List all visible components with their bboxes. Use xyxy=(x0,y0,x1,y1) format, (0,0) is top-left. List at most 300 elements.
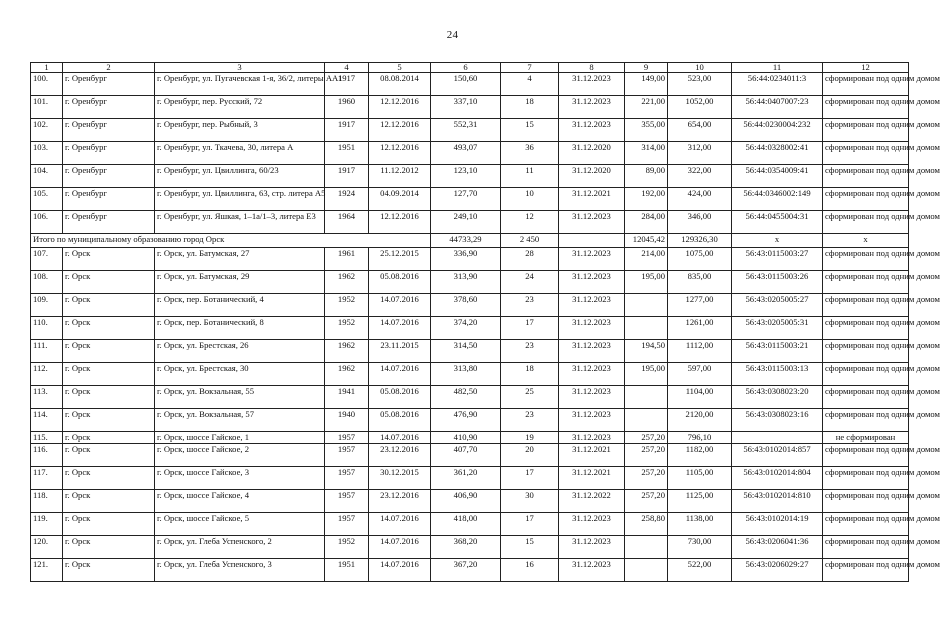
cell-planned-date: 31.12.2023 xyxy=(559,119,625,142)
cell-address: г. Орск, ул. Батумская, 29 xyxy=(155,271,325,294)
cell-row-number: 104. xyxy=(31,165,63,188)
cell-address: г. Орск, шоссе Гайское, 5 xyxy=(155,512,325,535)
cell-year-built: 1952 xyxy=(325,535,369,558)
cell-area: 482,50 xyxy=(431,386,501,409)
cell-address: г. Оренбург, пер. Рыбный, 3 xyxy=(155,119,325,142)
cell-address: г. Орск, ул. Вокзальная, 57 xyxy=(155,409,325,432)
cell-land-area: 1104,00 xyxy=(668,386,732,409)
cell-area: 367,20 xyxy=(431,558,501,581)
cell-cadastral-number: 56:43:0102014:857 xyxy=(732,443,823,466)
table-row xyxy=(31,466,909,489)
cell-row-number: 116. xyxy=(31,443,63,466)
cell-area: 249,10 xyxy=(431,211,501,234)
cell-row-number: 111. xyxy=(31,340,63,363)
cell-year-built: 1957 xyxy=(325,489,369,512)
cell-area: 374,20 xyxy=(431,317,501,340)
cell-land-area: 597,00 xyxy=(668,363,732,386)
cell-cadastral-number: 56:44:0234011:3 xyxy=(732,73,823,96)
cell-area: 314,50 xyxy=(431,340,501,363)
table-body xyxy=(31,73,940,582)
cell-land-status: сформирован под одним домом xyxy=(823,211,909,234)
table-row xyxy=(31,248,909,271)
cell-residents: 24 xyxy=(501,271,559,294)
cell-area-resettled: 284,00 xyxy=(625,211,668,234)
cell-planned-date: 31.12.2023 xyxy=(559,363,625,386)
cell-land-status: сформирован под одним домом xyxy=(823,512,909,535)
cell-area-resettled: 214,00 xyxy=(625,248,668,271)
cell-date-recognized: 14.07.2016 xyxy=(369,535,431,558)
cell-area-resettled: 258,80 xyxy=(625,512,668,535)
cell-land-area: 522,00 xyxy=(668,558,732,581)
cell-planned-date: 31.12.2023 xyxy=(559,535,625,558)
cell-cadastral-number: 56:43:0308023:20 xyxy=(732,386,823,409)
cell-cadastral-number: 56:43:0206029:27 xyxy=(732,558,823,581)
cell-area: 127,70 xyxy=(431,188,501,211)
table-row xyxy=(31,271,909,294)
cell-municipality: г. Оренбург xyxy=(63,73,155,96)
table-row xyxy=(31,294,909,317)
cell-municipality: г. Орск xyxy=(63,386,155,409)
cell-land-area: 1138,00 xyxy=(668,512,732,535)
cell-area: 336,90 xyxy=(431,248,501,271)
cell-date-recognized: 23.11.2015 xyxy=(369,340,431,363)
table-header xyxy=(31,63,909,73)
cell-area: 313,80 xyxy=(431,363,501,386)
cell-date-recognized: 14.07.2016 xyxy=(369,432,431,444)
cell-land-status: сформирован под одним домом xyxy=(823,466,909,489)
cell-residents: 18 xyxy=(501,363,559,386)
cell-municipality: г. Орск xyxy=(63,443,155,466)
table-row xyxy=(31,443,909,466)
table-row xyxy=(31,73,909,96)
cell-residents: 17 xyxy=(501,466,559,489)
table-row xyxy=(31,386,909,409)
cell-area: 337,10 xyxy=(431,96,501,119)
cell-municipality: г. Орск xyxy=(63,558,155,581)
cell-address: г. Орск, ул. Вокзальная, 55 xyxy=(155,386,325,409)
cell-address: г. Орск, пер. Ботанический, 4 xyxy=(155,294,325,317)
cell-row-number: 108. xyxy=(31,271,63,294)
table-row xyxy=(31,340,909,363)
subtotal-residents: 2 450 xyxy=(501,234,559,248)
cell-area-resettled: 314,00 xyxy=(625,142,668,165)
cell-planned-date: 31.12.2020 xyxy=(559,142,625,165)
column-number-row xyxy=(31,63,909,73)
cell-address: г. Оренбург, пер. Русский, 72 xyxy=(155,96,325,119)
cell-residents: 23 xyxy=(501,294,559,317)
cell-planned-date: 31.12.2023 xyxy=(559,432,625,444)
cell-land-area: 424,00 xyxy=(668,188,732,211)
column-header-address: 3 xyxy=(155,63,325,73)
cell-land-area: 1182,00 xyxy=(668,443,732,466)
cell-land-status: сформирован под одним домом xyxy=(823,119,909,142)
cell-year-built: 1962 xyxy=(325,363,369,386)
cell-land-status: сформирован под одним домом xyxy=(823,558,909,581)
cell-area-resettled xyxy=(625,386,668,409)
cell-land-status: сформирован под одним домом xyxy=(823,363,909,386)
cell-municipality: г. Орск xyxy=(63,432,155,444)
cell-planned-date: 31.12.2023 xyxy=(559,96,625,119)
cell-land-area: 312,00 xyxy=(668,142,732,165)
cell-planned-date: 31.12.2023 xyxy=(559,340,625,363)
table-row xyxy=(31,211,909,234)
cell-land-area: 1112,00 xyxy=(668,340,732,363)
cell-land-area: 1277,00 xyxy=(668,294,732,317)
cell-address: г. Орск, ул. Глеба Успенского, 2 xyxy=(155,535,325,558)
cell-year-built: 1960 xyxy=(325,96,369,119)
cell-date-recognized: 12.12.2016 xyxy=(369,119,431,142)
cell-area: 493,07 xyxy=(431,142,501,165)
housing-registry-table xyxy=(30,62,940,582)
cell-land-status: сформирован под одним домом xyxy=(823,340,909,363)
cell-address: г. Оренбург, ул. Яшкая, 1–1а/1–3, литера Е3 xyxy=(155,211,325,234)
cell-municipality: г. Орск xyxy=(63,512,155,535)
cell-municipality: г. Орск xyxy=(63,489,155,512)
cell-residents: 18 xyxy=(501,96,559,119)
cell-area-resettled: 89,00 xyxy=(625,165,668,188)
cell-residents: 20 xyxy=(501,443,559,466)
cell-row-number: 110. xyxy=(31,317,63,340)
cell-planned-date: 31.12.2023 xyxy=(559,558,625,581)
cell-year-built: 1941 xyxy=(325,386,369,409)
column-header-planned-date: 8 xyxy=(559,63,625,73)
cell-year-built: 1951 xyxy=(325,558,369,581)
cell-area: 150,60 xyxy=(431,73,501,96)
cell-cadastral-number: 56:43:0102014:19 xyxy=(732,512,823,535)
cell-municipality: г. Орск xyxy=(63,409,155,432)
cell-planned-date: 31.12.2023 xyxy=(559,409,625,432)
cell-land-area: 2120,00 xyxy=(668,409,732,432)
cell-municipality: г. Оренбург xyxy=(63,165,155,188)
cell-cadastral-number: 56:43:0205005:31 xyxy=(732,317,823,340)
cell-address: г. Орск, ул. Брестская, 26 xyxy=(155,340,325,363)
cell-planned-date: 31.12.2023 xyxy=(559,386,625,409)
cell-date-recognized: 14.07.2016 xyxy=(369,512,431,535)
cell-address: г. Орск, ул. Брестская, 30 xyxy=(155,363,325,386)
cell-area-resettled xyxy=(625,535,668,558)
table-row xyxy=(31,363,909,386)
subtotal-label: Итого по муниципальному образованию город Орск xyxy=(31,234,431,248)
cell-address: г. Оренбург, ул. Цвиллинга, 60/23 xyxy=(155,165,325,188)
cell-land-status: сформирован под одним домом xyxy=(823,294,909,317)
cell-area-resettled: 355,00 xyxy=(625,119,668,142)
cell-year-built: 1924 xyxy=(325,188,369,211)
cell-date-recognized: 25.12.2015 xyxy=(369,248,431,271)
cell-date-recognized: 23.12.2016 xyxy=(369,443,431,466)
cell-date-recognized: 05.08.2016 xyxy=(369,409,431,432)
cell-date-recognized: 11.12.2012 xyxy=(369,165,431,188)
cell-area: 476,90 xyxy=(431,409,501,432)
cell-land-status: сформирован под одним домом xyxy=(823,386,909,409)
cell-residents: 30 xyxy=(501,489,559,512)
cell-date-recognized: 12.12.2016 xyxy=(369,96,431,119)
cell-land-status: сформирован под одним домом xyxy=(823,535,909,558)
cell-row-number: 101. xyxy=(31,96,63,119)
cell-area: 410,90 xyxy=(431,432,501,444)
cell-year-built: 1940 xyxy=(325,409,369,432)
table-row xyxy=(31,165,909,188)
cell-address: г. Оренбург, ул. Ткачева, 30, литера А xyxy=(155,142,325,165)
cell-residents: 15 xyxy=(501,535,559,558)
cell-municipality: г. Орск xyxy=(63,363,155,386)
table-row xyxy=(31,432,909,444)
cell-date-recognized: 14.07.2016 xyxy=(369,558,431,581)
cell-area-resettled xyxy=(625,294,668,317)
cell-year-built: 1962 xyxy=(325,340,369,363)
cell-cadastral-number xyxy=(732,432,823,444)
subtotal-area-resettled: 12045,42 xyxy=(625,234,668,248)
cell-area-resettled xyxy=(625,317,668,340)
cell-land-status: сформирован под одним домом xyxy=(823,443,909,466)
cell-row-number: 107. xyxy=(31,248,63,271)
cell-year-built: 1964 xyxy=(325,211,369,234)
cell-land-area: 1075,00 xyxy=(668,248,732,271)
cell-year-built: 1917 xyxy=(325,165,369,188)
cell-planned-date: 31.12.2023 xyxy=(559,317,625,340)
cell-area-resettled: 194,50 xyxy=(625,340,668,363)
cell-date-recognized: 14.07.2016 xyxy=(369,317,431,340)
cell-land-status: сформирован под одним домом xyxy=(823,248,909,271)
cell-area: 378,60 xyxy=(431,294,501,317)
cell-year-built: 1961 xyxy=(325,248,369,271)
cell-area-resettled: 149,00 xyxy=(625,73,668,96)
cell-year-built: 1957 xyxy=(325,443,369,466)
cell-area-resettled: 257,20 xyxy=(625,432,668,444)
cell-row-number: 114. xyxy=(31,409,63,432)
cell-planned-date: 31.12.2021 xyxy=(559,443,625,466)
cell-municipality: г. Орск xyxy=(63,466,155,489)
cell-residents: 23 xyxy=(501,409,559,432)
cell-area-resettled: 257,20 xyxy=(625,489,668,512)
table-row xyxy=(31,317,909,340)
cell-cadastral-number: 56:43:0308023:16 xyxy=(732,409,823,432)
cell-area-resettled: 257,20 xyxy=(625,443,668,466)
cell-year-built: 1917 xyxy=(325,73,369,96)
cell-land-status: сформирован под одним домом xyxy=(823,142,909,165)
cell-residents: 17 xyxy=(501,512,559,535)
cell-land-area: 835,00 xyxy=(668,271,732,294)
cell-year-built: 1957 xyxy=(325,512,369,535)
cell-date-recognized: 05.08.2016 xyxy=(369,386,431,409)
cell-address: г. Орск, шоссе Гайское, 2 xyxy=(155,443,325,466)
cell-row-number: 112. xyxy=(31,363,63,386)
cell-land-status: сформирован под одним домом xyxy=(823,165,909,188)
cell-residents: 10 xyxy=(501,188,559,211)
cell-residents: 36 xyxy=(501,142,559,165)
cell-land-area: 1105,00 xyxy=(668,466,732,489)
cell-date-recognized: 12.12.2016 xyxy=(369,211,431,234)
cell-address: г. Оренбург, ул. Цвиллинга, 63, стр. литера А5 xyxy=(155,188,325,211)
cell-row-number: 117. xyxy=(31,466,63,489)
subtotal-row xyxy=(31,234,909,248)
cell-row-number: 121. xyxy=(31,558,63,581)
cell-row-number: 115. xyxy=(31,432,63,444)
cell-municipality: г. Оренбург xyxy=(63,119,155,142)
table-row xyxy=(31,96,909,119)
subtotal-area: 44733,29 xyxy=(431,234,501,248)
cell-residents: 25 xyxy=(501,386,559,409)
cell-row-number: 102. xyxy=(31,119,63,142)
cell-municipality: г. Орск xyxy=(63,294,155,317)
cell-cadastral-number: 56:43:0206041:36 xyxy=(732,535,823,558)
cell-land-status: сформирован под одним домом xyxy=(823,96,909,119)
cell-area-resettled: 195,00 xyxy=(625,271,668,294)
cell-area-resettled: 192,00 xyxy=(625,188,668,211)
cell-date-recognized: 23.12.2016 xyxy=(369,489,431,512)
cell-cadastral-number: 56:43:0205005:27 xyxy=(732,294,823,317)
cell-date-recognized: 12.12.2016 xyxy=(369,142,431,165)
cell-row-number: 120. xyxy=(31,535,63,558)
cell-area: 406,90 xyxy=(431,489,501,512)
cell-residents: 23 xyxy=(501,340,559,363)
cell-land-status: сформирован под одним домом xyxy=(823,409,909,432)
cell-year-built: 1962 xyxy=(325,271,369,294)
table-row xyxy=(31,558,909,581)
cell-cadastral-number: 56:44:0455004:31 xyxy=(732,211,823,234)
cell-area: 552,31 xyxy=(431,119,501,142)
subtotal-cadastral-number: х xyxy=(732,234,823,248)
cell-residents: 15 xyxy=(501,119,559,142)
cell-address: г. Орск, шоссе Гайское, 4 xyxy=(155,489,325,512)
table-row xyxy=(31,489,909,512)
cell-area-resettled: 195,00 xyxy=(625,363,668,386)
cell-planned-date: 31.12.2021 xyxy=(559,466,625,489)
cell-municipality: г. Орск xyxy=(63,271,155,294)
cell-address: г. Орск, шоссе Гайское, 1 xyxy=(155,432,325,444)
cell-area: 407,70 xyxy=(431,443,501,466)
table-row xyxy=(31,119,909,142)
table-row xyxy=(31,142,909,165)
cell-year-built: 1952 xyxy=(325,317,369,340)
cell-municipality: г. Орск xyxy=(63,248,155,271)
cell-planned-date: 31.12.2021 xyxy=(559,188,625,211)
cell-land-status: сформирован под одним домом xyxy=(823,489,909,512)
cell-municipality: г. Оренбург xyxy=(63,188,155,211)
column-header-year-built: 4 xyxy=(325,63,369,73)
cell-date-recognized: 14.07.2016 xyxy=(369,294,431,317)
cell-municipality: г. Оренбург xyxy=(63,211,155,234)
cell-row-number: 105. xyxy=(31,188,63,211)
cell-row-number: 118. xyxy=(31,489,63,512)
cell-year-built: 1957 xyxy=(325,432,369,444)
cell-row-number: 103. xyxy=(31,142,63,165)
cell-planned-date: 31.12.2022 xyxy=(559,489,625,512)
cell-land-area: 1052,00 xyxy=(668,96,732,119)
cell-address: г. Оренбург, ул. Пугачевская 1-я, 36/2, литеры АА1 xyxy=(155,73,325,96)
cell-land-status: не сформирован xyxy=(823,432,909,444)
cell-land-status: сформирован под одним домом xyxy=(823,73,909,96)
cell-land-area: 1261,00 xyxy=(668,317,732,340)
cell-date-recognized: 14.07.2016 xyxy=(369,363,431,386)
column-header-land-status: 12 xyxy=(823,63,909,73)
cell-land-area: 796,10 xyxy=(668,432,732,444)
cell-area: 361,20 xyxy=(431,466,501,489)
cell-residents: 11 xyxy=(501,165,559,188)
cell-land-area: 654,00 xyxy=(668,119,732,142)
subtotal-land-area: 129326,30 xyxy=(668,234,732,248)
cell-cadastral-number: 56:44:0230004:232 xyxy=(732,119,823,142)
table-row xyxy=(31,512,909,535)
column-header-date-recognized: 5 xyxy=(369,63,431,73)
cell-land-area: 346,00 xyxy=(668,211,732,234)
cell-planned-date: 31.12.2020 xyxy=(559,165,625,188)
cell-date-recognized: 05.08.2016 xyxy=(369,271,431,294)
column-header-cadastral-number: 11 xyxy=(732,63,823,73)
cell-row-number: 106. xyxy=(31,211,63,234)
cell-residents: 28 xyxy=(501,248,559,271)
cell-land-area: 322,00 xyxy=(668,165,732,188)
cell-cadastral-number: 56:44:0328002:41 xyxy=(732,142,823,165)
cell-date-recognized: 08.08.2014 xyxy=(369,73,431,96)
cell-residents: 19 xyxy=(501,432,559,444)
cell-residents: 16 xyxy=(501,558,559,581)
column-header-area-resettled: 9 xyxy=(625,63,668,73)
cell-cadastral-number: 56:44:0407007:23 xyxy=(732,96,823,119)
cell-year-built: 1957 xyxy=(325,466,369,489)
cell-planned-date: 31.12.2023 xyxy=(559,271,625,294)
cell-cadastral-number: 56:43:0115003:26 xyxy=(732,271,823,294)
column-header-residents: 7 xyxy=(501,63,559,73)
cell-row-number: 113. xyxy=(31,386,63,409)
page-number: 24 xyxy=(446,29,459,41)
cell-cadastral-number: 56:44:0354009:41 xyxy=(732,165,823,188)
cell-planned-date: 31.12.2023 xyxy=(559,248,625,271)
cell-address: г. Орск, пер. Ботанический, 8 xyxy=(155,317,325,340)
cell-cadastral-number: 56:44:0346002:149 xyxy=(732,188,823,211)
cell-planned-date: 31.12.2023 xyxy=(559,512,625,535)
column-header-row-number: 1 xyxy=(31,63,63,73)
cell-year-built: 1917 xyxy=(325,119,369,142)
cell-municipality: г. Орск xyxy=(63,317,155,340)
cell-year-built: 1951 xyxy=(325,142,369,165)
cell-area: 123,10 xyxy=(431,165,501,188)
cell-area-resettled: 221,00 xyxy=(625,96,668,119)
cell-residents: 12 xyxy=(501,211,559,234)
cell-year-built: 1952 xyxy=(325,294,369,317)
cell-row-number: 119. xyxy=(31,512,63,535)
table-row xyxy=(31,188,909,211)
cell-cadastral-number: 56:43:0115003:21 xyxy=(732,340,823,363)
cell-land-status: сформирован под одним домом xyxy=(823,188,909,211)
cell-cadastral-number: 56:43:0115003:13 xyxy=(732,363,823,386)
cell-cadastral-number: 56:43:0102014:804 xyxy=(732,466,823,489)
cell-area: 418,00 xyxy=(431,512,501,535)
cell-address: г. Орск, ул. Батумская, 27 xyxy=(155,248,325,271)
cell-municipality: г. Орск xyxy=(63,535,155,558)
cell-planned-date: 31.12.2023 xyxy=(559,211,625,234)
cell-date-recognized: 04.09.2014 xyxy=(369,188,431,211)
column-header-area: 6 xyxy=(431,63,501,73)
cell-municipality: г. Оренбург xyxy=(63,96,155,119)
cell-municipality: г. Оренбург xyxy=(63,142,155,165)
cell-land-status: сформирован под одним домом xyxy=(823,271,909,294)
cell-planned-date: 31.12.2023 xyxy=(559,73,625,96)
cell-area-resettled xyxy=(625,558,668,581)
cell-address: г. Орск, ул. Глеба Успенского, 3 xyxy=(155,558,325,581)
cell-area: 368,20 xyxy=(431,535,501,558)
column-header-land-area: 10 xyxy=(668,63,732,73)
column-header-municipality: 2 xyxy=(63,63,155,73)
cell-area: 313,90 xyxy=(431,271,501,294)
cell-row-number: 109. xyxy=(31,294,63,317)
table-row xyxy=(31,535,909,558)
cell-land-area: 1125,00 xyxy=(668,489,732,512)
subtotal-land-status: х xyxy=(823,234,909,248)
cell-cadastral-number: 56:43:0115003:27 xyxy=(732,248,823,271)
subtotal-planned-date xyxy=(559,234,625,248)
cell-area-resettled xyxy=(625,409,668,432)
cell-cadastral-number: 56:43:0102014:810 xyxy=(732,489,823,512)
